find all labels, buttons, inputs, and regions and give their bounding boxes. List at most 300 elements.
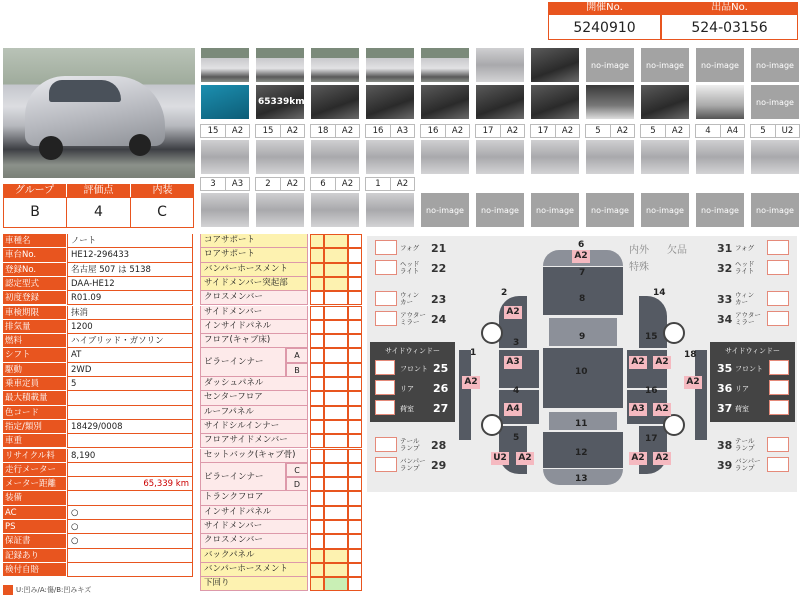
spec-row	[3, 549, 193, 563]
inspection-cell[interactable]	[324, 363, 348, 377]
spec-row	[3, 348, 193, 362]
inspection-cell[interactable]	[324, 377, 348, 391]
inspection-item: インサイドパネル	[200, 320, 308, 334]
spec-row	[3, 248, 193, 262]
right-rear-window-box[interactable]	[769, 380, 789, 395]
thumb-photo[interactable]	[585, 84, 635, 120]
bumper-lamp-left-box[interactable]	[375, 457, 397, 472]
spec-row	[3, 506, 193, 520]
exhibit-no-box	[661, 14, 798, 40]
tail-lamp-right-box[interactable]	[767, 437, 789, 452]
spec-key: メーター距離	[3, 477, 66, 491]
part-roof[interactable]	[543, 348, 623, 408]
inspection-cell[interactable]	[324, 491, 348, 505]
tail-lamp-left-num: 28	[431, 439, 447, 452]
thumb-photo[interactable]	[310, 47, 360, 83]
damage-badge[interactable]: A2	[653, 356, 671, 369]
inspection-item: バックパネル	[200, 549, 308, 563]
inspection-cell[interactable]	[324, 577, 348, 591]
spec-value	[67, 563, 193, 577]
mark-part-num: 5	[640, 125, 665, 137]
legend-text: U:凹み/A:傷/B:凹みキズ	[16, 586, 92, 594]
part-right-sill[interactable]	[695, 350, 707, 440]
spec-key: 乗車定員	[3, 377, 66, 391]
thumb-noimage[interactable]	[585, 47, 635, 83]
thumb-photo[interactable]	[420, 139, 470, 175]
inspection-item: トランクフロア	[200, 491, 308, 505]
wheel-icon	[663, 322, 685, 344]
inspection-cell[interactable]	[348, 477, 362, 491]
headlight-left-num: 22	[431, 262, 447, 275]
noimage-text: no-image	[701, 206, 739, 215]
inspection-cell[interactable]	[310, 391, 324, 405]
inspection-cell[interactable]	[324, 420, 348, 434]
inspection-cell[interactable]	[310, 234, 324, 248]
inspection-cell[interactable]	[324, 434, 348, 448]
headlight-left-label: ヘッド ライト	[400, 260, 420, 275]
spec-row	[3, 534, 193, 548]
spec-key: 走行メーター	[3, 463, 66, 477]
group-label: グループ	[3, 184, 66, 197]
inspection-cell[interactable]	[310, 520, 324, 534]
inspection-cell[interactable]	[310, 563, 324, 577]
photo-mark	[365, 177, 415, 191]
thumb-photo[interactable]	[255, 47, 305, 83]
damage-badge[interactable]: A2	[629, 452, 647, 465]
inspection-cell[interactable]	[348, 263, 362, 277]
spec-key: 色コード	[3, 406, 66, 420]
odometer-text: 65339km	[258, 97, 305, 107]
left-rear-window-box[interactable]	[375, 380, 395, 395]
inspection-cell[interactable]	[310, 534, 324, 548]
spec-row	[3, 520, 193, 534]
inspection-cell[interactable]	[348, 406, 362, 420]
inspection-cell[interactable]	[348, 491, 362, 505]
inspection-item: インサイドパネル	[200, 506, 308, 520]
score-label: 評価点	[67, 184, 130, 197]
inspection-cell[interactable]	[310, 334, 324, 348]
mark-part-num: 15	[200, 125, 225, 137]
mark-part-num: 16	[420, 125, 445, 137]
damage-badge[interactable]: U2	[491, 452, 509, 465]
inspection-cell[interactable]	[348, 348, 362, 362]
spec-row	[3, 263, 193, 277]
spec-row	[3, 334, 193, 348]
mirror-right-box[interactable]	[767, 311, 789, 326]
inspection-cell[interactable]	[324, 506, 348, 520]
spec-row	[3, 563, 193, 577]
fog-right-num: 31	[717, 242, 733, 255]
thumb-noimage[interactable]	[640, 47, 690, 83]
inspection-sub-label: B	[286, 363, 308, 377]
tail-lamp-right-num: 38	[717, 439, 733, 452]
inspection-cell[interactable]	[324, 277, 348, 291]
inspection-cell[interactable]	[348, 291, 362, 305]
damage-badge[interactable]: A2	[504, 306, 522, 319]
thumb-photo[interactable]	[475, 47, 525, 83]
spec-value: DAA-HE12	[67, 277, 193, 291]
damage-badge[interactable]: A2	[684, 376, 702, 389]
thumb-photo[interactable]	[200, 139, 250, 175]
inspection-cell[interactable]	[310, 506, 324, 520]
thumb-photo[interactable]	[310, 192, 360, 228]
inspection-cell[interactable]	[348, 320, 362, 334]
thumb-photo[interactable]	[530, 139, 580, 175]
damage-badge[interactable]: A2	[572, 250, 590, 263]
right-cargo-window-box[interactable]	[769, 400, 789, 415]
thumb-photo[interactable]	[420, 47, 470, 83]
thumb-noimage[interactable]	[640, 192, 690, 228]
spec-key: 車種名	[3, 234, 66, 248]
inspection-item: サイドメンバー突起部	[200, 277, 308, 291]
thumb-noimage[interactable]	[475, 192, 525, 228]
damage-badge[interactable]: A4	[504, 403, 522, 416]
thumb-photo[interactable]	[365, 84, 415, 120]
inspection-cell[interactable]	[324, 520, 348, 534]
spec-key: 登録No.	[3, 263, 66, 277]
part-num: 9	[579, 332, 586, 342]
photo-mark	[475, 124, 525, 138]
mark-part-num: 1	[365, 178, 390, 190]
inspection-cell[interactable]	[324, 406, 348, 420]
inspection-item: セットバック(キャブ骨)	[200, 449, 308, 463]
inspection-cell[interactable]	[310, 463, 324, 477]
thumb-photo[interactable]	[310, 139, 360, 175]
inspection-cell[interactable]	[310, 348, 324, 362]
fog-left-label: フォグ	[400, 244, 420, 252]
thumb-photo[interactable]	[365, 192, 415, 228]
thumb-odometer-photo[interactable]	[255, 84, 305, 120]
part-num: 16	[645, 386, 658, 396]
inspection-cell[interactable]	[324, 320, 348, 334]
right-rear-window-num: 36	[717, 382, 733, 395]
thumb-photo[interactable]	[255, 139, 305, 175]
mark-damage-code: A2	[610, 125, 635, 137]
thumb-photo[interactable]	[585, 139, 635, 175]
inspection-cell[interactable]	[310, 420, 324, 434]
inspection-item: クロスメンバー	[200, 291, 308, 305]
spec-key: リサイクル料	[3, 449, 66, 463]
part-num: 1	[470, 348, 477, 358]
photo-mark	[365, 124, 415, 138]
headlight-right-num: 32	[717, 262, 733, 275]
inspection-item: フロア(キャブ床)	[200, 334, 308, 348]
thumb-photo[interactable]	[750, 139, 800, 175]
spec-value: ○	[67, 506, 193, 520]
inspection-cell[interactable]	[310, 577, 324, 591]
inspection-cell[interactable]	[310, 277, 324, 291]
spec-value: AT	[67, 348, 193, 362]
spec-row	[3, 449, 193, 463]
mark-damage-code: A2	[280, 125, 305, 137]
noimage-text: no-image	[536, 206, 574, 215]
thumb-photo[interactable]	[365, 139, 415, 175]
headlight-right-box[interactable]	[767, 260, 789, 275]
inspection-cell[interactable]	[324, 534, 348, 548]
mark-damage-code: A2	[445, 125, 470, 137]
inspection-cell[interactable]	[310, 363, 324, 377]
winker-right-label: ウィン カー	[735, 291, 755, 306]
inspection-cell[interactable]	[348, 248, 362, 262]
spec-value: 18429/0008	[67, 420, 193, 434]
part-num: 17	[645, 434, 658, 444]
noimage-text: no-image	[481, 206, 519, 215]
mark-damage-code: A4	[720, 125, 745, 137]
mirror-left-box[interactable]	[375, 311, 397, 326]
inspection-cell[interactable]	[348, 277, 362, 291]
spec-key: 検付自賠	[3, 563, 66, 577]
part-num: 3	[513, 338, 520, 348]
spec-row	[3, 406, 193, 420]
spec-key: 認定型式	[3, 277, 66, 291]
spec-key: 燃料	[3, 334, 66, 348]
thumb-noimage[interactable]	[750, 47, 800, 83]
noimage-text: no-image	[591, 206, 629, 215]
mark-damage-code: A2	[335, 178, 360, 190]
mark-damage-code: A2	[335, 125, 360, 137]
mark-part-num: 16	[365, 125, 390, 137]
thumb-photo[interactable]	[530, 84, 580, 120]
bumper-lamp-left-num: 29	[431, 459, 447, 472]
bumper-lamp-right-box[interactable]	[767, 457, 789, 472]
photo-mark	[255, 177, 305, 191]
thumb-noimage[interactable]	[695, 192, 745, 228]
spec-row	[3, 291, 193, 305]
inspection-cell[interactable]	[324, 334, 348, 348]
damage-badge[interactable]: A2	[462, 376, 480, 389]
inspection-cell[interactable]	[310, 406, 324, 420]
thumb-photo[interactable]	[200, 47, 250, 83]
damage-badge[interactable]: A2	[653, 403, 671, 416]
inspection-cell[interactable]	[324, 477, 348, 491]
part-num: 14	[653, 288, 666, 298]
spec-value: ノート	[67, 234, 193, 248]
score-value: 4	[66, 197, 131, 228]
mark-part-num: 17	[530, 125, 555, 137]
inspection-cell[interactable]	[348, 563, 362, 577]
spec-key: AC	[3, 506, 66, 520]
inspection-item: コアサポート	[200, 234, 308, 248]
thumb-noimage[interactable]	[420, 192, 470, 228]
spec-row	[3, 377, 193, 391]
thumb-photo[interactable]	[420, 84, 470, 120]
thumb-photo[interactable]	[255, 192, 305, 228]
left-cargo-window-box[interactable]	[375, 400, 395, 415]
spec-key: 初度登録	[3, 291, 66, 305]
inspection-cell[interactable]	[348, 534, 362, 548]
spec-key: 車重	[3, 434, 66, 448]
inspection-cell[interactable]	[310, 477, 324, 491]
inspection-cell[interactable]	[348, 434, 362, 448]
inspection-cell[interactable]	[348, 449, 362, 463]
winker-right-box[interactable]	[767, 291, 789, 306]
fog-right-box[interactable]	[767, 240, 789, 255]
damage-badge[interactable]: A2	[516, 452, 534, 465]
thumb-photo[interactable]	[640, 84, 690, 120]
legend-swatch	[3, 585, 13, 595]
inspection-cell[interactable]	[348, 520, 362, 534]
photo-mark	[640, 124, 690, 138]
thumb-noimage[interactable]	[530, 192, 580, 228]
mark-damage-code: A3	[390, 125, 415, 137]
left-front-window-label: フロント	[400, 365, 428, 373]
inspection-cell[interactable]	[348, 234, 362, 248]
noimage-text: no-image	[591, 61, 629, 70]
inspection-sub-label: A	[286, 348, 308, 362]
inspection-cell[interactable]	[324, 348, 348, 362]
inspection-cell[interactable]	[348, 306, 362, 320]
spec-key: 装備	[3, 491, 66, 505]
inspection-cell[interactable]	[348, 420, 362, 434]
thumb-photo[interactable]	[530, 47, 580, 83]
mark-damage-code: U2	[775, 125, 800, 137]
spec-value: 8,190	[67, 449, 193, 463]
mark-part-num: 18	[310, 125, 335, 137]
spec-row	[3, 491, 193, 505]
spec-key: 車検期限	[3, 306, 66, 320]
inspection-cell[interactable]	[310, 434, 324, 448]
part-num: 12	[575, 448, 588, 458]
inspection-cell[interactable]	[348, 363, 362, 377]
inspection-item: ピラーインナー	[200, 348, 286, 377]
thumb-photo[interactable]	[695, 139, 745, 175]
inspection-cell[interactable]	[324, 463, 348, 477]
photo-mark	[200, 124, 250, 138]
photo-mark	[695, 124, 745, 138]
tag-keppin: 欠品	[667, 245, 687, 256]
spec-key: 保証書	[3, 534, 66, 548]
thumb-photo[interactable]	[640, 139, 690, 175]
car-windshield-shape	[49, 80, 121, 102]
inspection-sub-label: D	[286, 477, 308, 491]
noimage-text: no-image	[646, 206, 684, 215]
thumb-noimage[interactable]	[585, 192, 635, 228]
damage-badge[interactable]: A3	[504, 356, 522, 369]
inspection-cell[interactable]	[310, 263, 324, 277]
inspection-cell[interactable]	[324, 563, 348, 577]
part-left-sill[interactable]	[459, 350, 471, 440]
thumb-photo[interactable]	[310, 84, 360, 120]
inspection-cell[interactable]	[324, 248, 348, 262]
lot-no-label: 開催No.	[548, 2, 661, 14]
spec-value	[67, 434, 193, 448]
inspection-cell[interactable]	[324, 306, 348, 320]
thumb-photo[interactable]	[695, 84, 745, 120]
car-wheel-shape	[39, 136, 63, 160]
spec-key: 車台No.	[3, 248, 66, 262]
mirror-right-num: 34	[717, 313, 733, 326]
inspection-cell[interactable]	[324, 234, 348, 248]
part-num: 5	[513, 433, 520, 443]
inspection-cell[interactable]	[310, 377, 324, 391]
inspection-cell[interactable]	[348, 334, 362, 348]
damage-badge[interactable]: A3	[629, 403, 647, 416]
damage-badge[interactable]: A2	[653, 452, 671, 465]
mark-part-num: 6	[310, 178, 335, 190]
photo-mark	[585, 124, 635, 138]
inspection-cell[interactable]	[310, 248, 324, 262]
spec-value: R01.09	[67, 291, 193, 305]
thumb-noimage[interactable]	[750, 84, 800, 120]
main-car-photo[interactable]	[3, 48, 195, 178]
inspection-cell[interactable]	[310, 291, 324, 305]
spec-key: 排気量	[3, 320, 66, 334]
inspection-cell[interactable]	[348, 391, 362, 405]
spec-key: PS	[3, 520, 66, 534]
inspection-item: バンパーホースメント	[200, 563, 308, 577]
thumb-photo[interactable]	[200, 192, 250, 228]
photo-mark	[310, 124, 360, 138]
spec-row	[3, 463, 193, 477]
photo-mark	[310, 177, 360, 191]
inspection-item: フロアサイドメンバー	[200, 434, 308, 448]
spec-key: 最大積載量	[3, 391, 66, 405]
inspection-cell[interactable]	[324, 449, 348, 463]
winker-left-box[interactable]	[375, 291, 397, 306]
thumb-photo[interactable]	[475, 84, 525, 120]
thumb-noimage[interactable]	[695, 47, 745, 83]
damage-badge[interactable]: A2	[629, 356, 647, 369]
tail-lamp-left-label: テール ランプ	[400, 437, 420, 452]
fog-left-box[interactable]	[375, 240, 397, 255]
inspection-cell[interactable]	[348, 377, 362, 391]
headlight-left-box[interactable]	[375, 260, 397, 275]
mark-part-num: 17	[475, 125, 500, 137]
inspection-item: ピラーインナー	[200, 463, 286, 492]
mark-damage-code: A2	[665, 125, 690, 137]
inspection-cell[interactable]	[310, 306, 324, 320]
right-side-window-title: サイドウィンドー	[724, 347, 781, 355]
mirror-left-num: 24	[431, 313, 447, 326]
inspection-item: センターフロア	[200, 391, 308, 405]
right-front-window-box[interactable]	[769, 360, 789, 375]
inspection-cell[interactable]	[348, 506, 362, 520]
inspection-cell[interactable]	[348, 463, 362, 477]
winker-right-num: 33	[717, 293, 733, 306]
interior-value: C	[130, 197, 194, 228]
mark-part-num: 2	[255, 178, 280, 190]
tail-lamp-left-box[interactable]	[375, 437, 397, 452]
inspection-cell[interactable]	[348, 549, 362, 563]
left-front-window-box[interactable]	[375, 360, 395, 375]
mark-damage-code: A3	[225, 178, 250, 190]
inspection-cell[interactable]	[324, 291, 348, 305]
photo-mark	[750, 124, 800, 138]
right-front-window-num: 35	[717, 362, 733, 375]
spec-value	[67, 406, 193, 420]
inspection-cell[interactable]	[310, 491, 324, 505]
part-num: 7	[579, 268, 586, 278]
inspection-cell[interactable]	[310, 449, 324, 463]
bumper-lamp-right-label: バンパー ランプ	[735, 457, 761, 472]
bumper-lamp-right-num: 39	[717, 459, 733, 472]
thumb-photo[interactable]	[200, 84, 250, 120]
inspection-cell[interactable]	[310, 320, 324, 334]
thumb-noimage[interactable]	[750, 192, 800, 228]
inspection-cell[interactable]	[324, 263, 348, 277]
inspection-cell[interactable]	[324, 549, 348, 563]
fog-left-num: 21	[431, 242, 447, 255]
inspection-cell[interactable]	[348, 577, 362, 591]
inspection-cell[interactable]	[324, 391, 348, 405]
thumb-photo[interactable]	[365, 47, 415, 83]
inspection-cell[interactable]	[310, 549, 324, 563]
mark-part-num: 4	[695, 125, 720, 137]
spec-key: 駆動	[3, 363, 66, 377]
thumb-photo[interactable]	[475, 139, 525, 175]
winker-left-num: 23	[431, 293, 447, 306]
mark-damage-code: A2	[500, 125, 525, 137]
